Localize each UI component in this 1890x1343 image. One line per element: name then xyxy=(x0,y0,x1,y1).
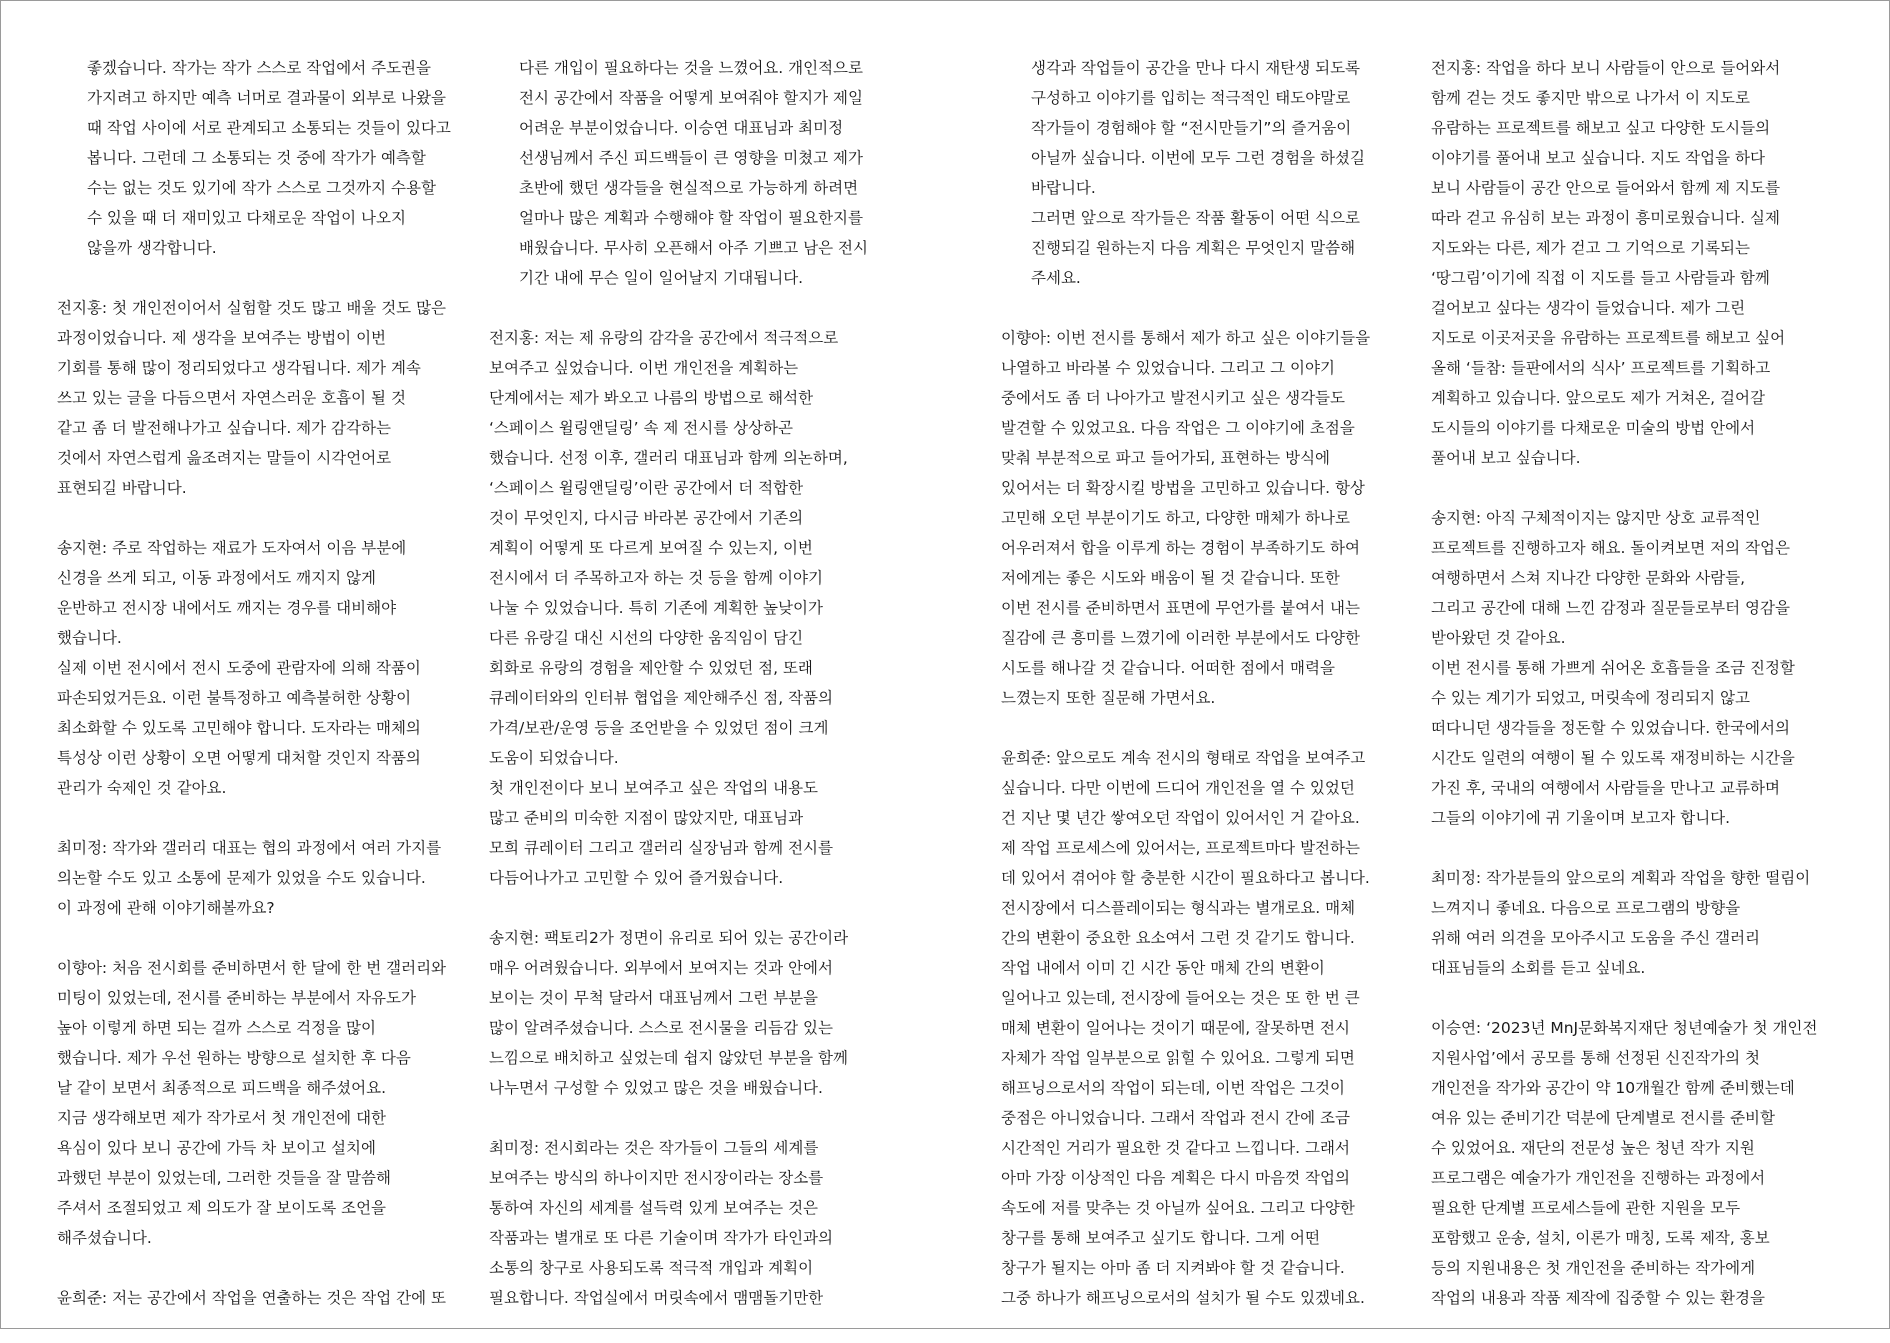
text-line: 중점은 아니었습니다. 그래서 작업과 전시 간에 조금 xyxy=(1001,1109,1350,1127)
text-line: 어려운 부분이었습니다. 이승연 대표님과 최미정 xyxy=(519,119,844,137)
text-line: 큐레이터와의 인터뷰 협업을 제안해주신 점, 작품의 xyxy=(489,689,833,707)
text-line: 지금 생각해보면 제가 작가로서 첫 개인전에 대한 xyxy=(57,1109,387,1127)
text-line: 때 작업 사이에 서로 관계되고 소통되는 것들이 있다고 xyxy=(87,119,451,137)
text-line: 매체 변환이 일어나는 것이기 때문에, 잘못하면 전시 xyxy=(1001,1019,1350,1037)
text-line: 최미정: 작가와 갤러리 대표는 협의 과정에서 여러 가지를 xyxy=(57,839,442,857)
text-line: 그들의 이야기에 귀 기울이며 보고자 합니다. xyxy=(1431,809,1731,827)
speaker-paragraph xyxy=(57,1283,465,1313)
text-line: 않을까 생각합니다. xyxy=(87,239,217,257)
text-line: 창구를 통해 보여주고 싶기도 합니다. 그게 어떤 xyxy=(1001,1229,1320,1247)
text-line: 위해 여러 의견을 모아주시고 도움을 주신 갤러리 xyxy=(1431,929,1761,947)
text-line: 있어서는 더 확장시킬 방법을 고민하고 있습니다. 항상 xyxy=(1001,479,1365,497)
text-line: 작업 내에서 이미 긴 시간 동안 매체 간의 변환이 xyxy=(1001,959,1325,977)
text-line: 생각과 작업들이 공간을 만나 다시 재탄생 되도록 xyxy=(1031,59,1361,77)
text-line: 프로그램은 예술가가 개인전을 진행하는 과정에서 xyxy=(1431,1169,1766,1187)
text-line: 전시 공간에서 작품을 어떻게 보여줘야 할지가 제일 xyxy=(519,89,863,107)
text-line: ‘스페이스 윌링앤딜링’ 속 제 전시를 상상하곤 xyxy=(489,419,794,437)
text-column-3 xyxy=(1001,53,1411,1343)
text-line: 보니 사람들이 공간 안으로 들어와서 함께 제 지도를 xyxy=(1431,179,1780,197)
text-column-2 xyxy=(489,53,893,1343)
text-line: 이 과정에 관해 이야기해볼까요? xyxy=(57,899,275,917)
speaker-paragraph xyxy=(57,953,465,1253)
text-line: 다른 유랑길 대신 시선의 다양한 움직임이 담긴 xyxy=(489,629,804,647)
text-line: 초반에 했던 생각들을 현실적으로 가능하게 하려면 xyxy=(519,179,859,197)
text-line: 보여주는 방식의 하나이지만 전시장이라는 장소를 xyxy=(489,1169,824,1187)
text-line: 걸어보고 싶다는 생각이 들었습니다. 제가 그린 xyxy=(1431,299,1746,317)
text-line: 지도와는 다른, 제가 걷고 그 기억으로 기록되는 xyxy=(1431,239,1750,257)
text-line: 진행되길 원하는지 다음 계획은 무엇인지 말씀해 xyxy=(1031,239,1356,257)
text-line: 작업의 내용과 작품 제작에 집중할 수 있는 환경을 xyxy=(1431,1289,1765,1307)
speaker-paragraph xyxy=(1001,743,1411,1313)
text-line: 선생님께서 주신 피드백들이 큰 영향을 미쳤고 제가 xyxy=(519,149,863,167)
text-line: 느껴지니 좋네요. 다음으로 프로그램의 방향을 xyxy=(1431,899,1741,917)
text-line: 많고 준비의 미숙한 지점이 많았지만, 대표님과 xyxy=(489,809,804,827)
text-line: 실제 이번 전시에서 전시 도중에 관람자에 의해 작품이 xyxy=(57,659,421,677)
text-line: 나열하고 바라볼 수 있었습니다. 그리고 그 이야기 xyxy=(1001,359,1335,377)
text-line: 주세요. xyxy=(1031,269,1081,287)
text-line: 어우러져서 합을 이루게 하는 경험이 부족하기도 하여 xyxy=(1001,539,1360,557)
text-line: 전시장에서 디스플레이되는 형식과는 별개로요. 매체 xyxy=(1001,899,1356,917)
text-line: 창구가 될지는 아마 좀 더 지켜봐야 할 것 같습니다. xyxy=(1001,1259,1345,1277)
text-line: 따라 걷고 유심히 보는 과정이 흥미로웠습니다. 실제 xyxy=(1431,209,1780,227)
text-line: 계획하고 있습니다. 앞으로도 제가 거쳐온, 걸어갈 xyxy=(1431,389,1765,407)
text-line: 보여주고 싶었습니다. 이번 개인전을 계획하는 xyxy=(489,359,799,377)
text-line: 풀어내 보고 싶습니다. xyxy=(1431,449,1581,467)
text-line: 욕심이 있다 보니 공간에 가득 차 보이고 설치에 xyxy=(57,1139,376,1157)
text-line: 저에게는 좋은 시도와 배움이 될 것 같습니다. 또한 xyxy=(1001,569,1340,587)
text-line: 일어나고 있는데, 전시장에 들어오는 것은 또 한 번 큰 xyxy=(1001,989,1360,1007)
text-line: 중에서도 좀 더 나아가고 발전시키고 싶은 생각들도 xyxy=(1001,389,1345,407)
text-line: 그중 하나가 해프닝으로서의 설치가 될 수도 있겠네요. xyxy=(1001,1289,1365,1307)
text-line: 쓰고 있는 글을 다듬으면서 자연스러운 호흡이 될 것 xyxy=(57,389,406,407)
text-line: 계획이 어떻게 또 다르게 보여질 수 있는지, 이번 xyxy=(489,539,813,557)
text-line: 시간도 일련의 여행이 될 수 있도록 재정비하는 시간을 xyxy=(1431,749,1795,767)
speaker-paragraph xyxy=(489,923,893,1103)
continued-paragraph xyxy=(1001,53,1411,293)
text-line: 시간적인 거리가 필요한 것 같다고 느낍니다. 그래서 xyxy=(1001,1139,1350,1157)
text-line: 주셔서 조절되었고 제 의도가 잘 보이도록 조언을 xyxy=(57,1199,387,1217)
text-line: 수 있을 때 더 재미있고 다채로운 작업이 나오지 xyxy=(87,209,406,227)
text-line: 단계에서는 제가 봐오고 나름의 방법으로 해석한 xyxy=(489,389,814,407)
text-line: 프로젝트를 진행하고자 해요. 돌이켜보면 저의 작업은 xyxy=(1431,539,1790,557)
text-line: 했습니다. 제가 우선 원하는 방향으로 설치한 후 다음 xyxy=(57,1049,411,1067)
text-line: 다른 개입이 필요하다는 것을 느꼈어요. 개인적으로 xyxy=(519,59,863,77)
text-line: 모희 큐레이터 그리고 갤러리 실장님과 함께 전시를 xyxy=(489,839,833,857)
text-line: 개인전을 작가와 공간이 약 10개월간 함께 준비했는데 xyxy=(1431,1079,1795,1097)
text-line: 고민해 오던 부분이기도 하고, 다양한 매체가 하나로 xyxy=(1001,509,1350,527)
text-line: 함께 걷는 것도 좋지만 밖으로 나가서 이 지도로 xyxy=(1431,89,1750,107)
text-line: 했습니다. xyxy=(57,629,122,647)
text-line: 가격/보관/운영 등을 조언받을 수 있었던 점이 크게 xyxy=(489,719,829,737)
text-line: 여유 있는 준비기간 덕분에 단계별로 전시를 준비할 xyxy=(1431,1109,1775,1127)
text-line: 운반하고 전시장 내에서도 깨지는 경우를 대비해야 xyxy=(57,599,397,617)
text-line: 질감에 큰 흥미를 느꼈기에 이러한 부분에서도 다양한 xyxy=(1001,629,1360,647)
text-line: 전지홍: 첫 개인전이어서 실험할 것도 많고 배울 것도 많은 xyxy=(57,299,447,317)
text-line: 최소화할 수 있도록 고민해야 합니다. 도자라는 매체의 xyxy=(57,719,421,737)
text-line: 제 작업 프로세스에 있어서는, 프로젝트마다 발전하는 xyxy=(1001,839,1360,857)
text-line: 전지홍: 작업을 하다 보니 사람들이 안으로 들어와서 xyxy=(1431,59,1781,77)
text-line: 매우 어려웠습니다. 외부에서 보여지는 것과 안에서 xyxy=(489,959,833,977)
text-line: 가지려고 하지만 예측 너머로 결과물이 외부로 나왔을 xyxy=(87,89,446,107)
text-line: 자체가 작업 일부분으로 읽힐 수 있어요. 그렇게 되면 xyxy=(1001,1049,1355,1067)
text-line: 좋겠습니다. 작가는 작가 스스로 작업에서 주도권을 xyxy=(87,59,431,77)
speaker-paragraph xyxy=(489,323,893,893)
text-line: 싶습니다. 다만 이번에 드디어 개인전을 열 수 있었던 xyxy=(1001,779,1355,797)
text-column-4 xyxy=(1431,53,1841,1343)
text-line: 올해 ‘들참: 들판에서의 식사’ 프로젝트를 기획하고 xyxy=(1431,359,1771,377)
speaker-paragraph xyxy=(57,533,465,803)
text-line: ‘땅그림’이기에 직접 이 지도를 들고 사람들과 함께 xyxy=(1431,269,1770,287)
text-line: 송지현: 아직 구체적이지는 않지만 상호 교류적인 xyxy=(1431,509,1761,527)
text-line: 느낌으로 배치하고 싶었는데 쉽지 않았던 부분을 함께 xyxy=(489,1049,848,1067)
text-line: 기간 내에 무슨 일이 일어날지 기대됩니다. xyxy=(519,269,804,287)
text-line: 이번 전시를 준비하면서 표면에 무언가를 붙여서 내는 xyxy=(1001,599,1360,617)
text-line: 최미정: 전시회라는 것은 작가들이 그들의 세계를 xyxy=(489,1139,819,1157)
text-column-1 xyxy=(57,53,465,1343)
text-line: 의논할 수도 있고 소통에 문제가 있었을 수도 있습니다. xyxy=(57,869,426,887)
text-line: 파손되었거든요. 이런 불특정하고 예측불허한 상황이 xyxy=(57,689,412,707)
text-line: 대표님들의 소회를 듣고 싶네요. xyxy=(1431,959,1646,977)
text-line: 소통의 창구로 사용되도록 적극적 개입과 계획이 xyxy=(489,1259,814,1277)
text-line: 회화로 유랑의 경험을 제안할 수 있었던 점, 또래 xyxy=(489,659,813,677)
text-line: 도움이 되었습니다. xyxy=(489,749,619,767)
text-line: 윤희준: 앞으로도 계속 전시의 형태로 작업을 보여주고 xyxy=(1001,749,1366,767)
text-line: 발견할 수 있었고요. 다음 작업은 그 이야기에 초점을 xyxy=(1001,419,1355,437)
text-line: 도시들의 이야기를 다채로운 미술의 방법 안에서 xyxy=(1431,419,1756,437)
text-line: 이향아: 처음 전시회를 준비하면서 한 달에 한 번 갤러리와 xyxy=(57,959,447,977)
text-line: 시도를 해나갈 것 같습니다. 어떠한 점에서 매력을 xyxy=(1001,659,1335,677)
text-line: 이번 전시를 통해 가쁘게 쉬어온 호흡들을 조금 진정할 xyxy=(1431,659,1795,677)
text-line: 맞춰 부분적으로 파고 들어가되, 표현하는 방식에 xyxy=(1001,449,1331,467)
text-line: 보이는 것이 무척 달라서 대표님께서 그런 부분을 xyxy=(489,989,819,1007)
text-line: 과했던 부분이 있었는데, 그러한 것들을 잘 말씀해 xyxy=(57,1169,391,1187)
text-line: 송지현: 팩토리2가 정면이 유리로 되어 있는 공간이라 xyxy=(489,929,849,947)
text-line: 전시에서 더 주목하고자 하는 것 등을 함께 이야기 xyxy=(489,569,823,587)
text-line: 많이 알려주셨습니다. 스스로 전시물을 리듬감 있는 xyxy=(489,1019,833,1037)
text-line: 느꼈는지 또한 질문해 가면서요. xyxy=(1001,689,1216,707)
text-line: 통하여 자신의 세계를 설득력 있게 보여주는 것은 xyxy=(489,1199,819,1217)
text-line: 송지현: 주로 작업하는 재료가 도자여서 이음 부분에 xyxy=(57,539,407,557)
text-line: 필요한 단계별 프로세스들에 관한 지원을 모두 xyxy=(1431,1199,1741,1217)
continued-paragraph xyxy=(57,53,465,263)
text-line: 해프닝으로서의 작업이 되는데, 이번 작업은 그것이 xyxy=(1001,1079,1345,1097)
text-line: 전지홍: 저는 제 유랑의 감각을 공간에서 적극적으로 xyxy=(489,329,839,347)
text-line: 수 있었어요. 재단의 전문성 높은 청년 작가 지원 xyxy=(1431,1139,1755,1157)
text-line: 미팅이 있었는데, 전시를 준비하는 부분에서 자유도가 xyxy=(57,989,416,1007)
text-line: 그러면 앞으로 작가들은 작품 활동이 어떤 식으로 xyxy=(1031,209,1361,227)
text-line: 유람하는 프로젝트를 해보고 싶고 다양한 도시들의 xyxy=(1431,119,1771,137)
text-line: 첫 개인전이다 보니 보여주고 싶은 작업의 내용도 xyxy=(489,779,819,797)
text-line: 작가들이 경험해야 할 “전시만들기”의 즐거움이 xyxy=(1031,119,1352,137)
speaker-paragraph xyxy=(1431,53,1841,473)
text-line: 데 있어서 겪어야 할 충분한 시간이 필요하다고 봅니다. xyxy=(1001,869,1370,887)
text-line: 표현되길 바랍니다. xyxy=(57,479,187,497)
text-line: 했습니다. 선정 이후, 갤러리 대표님과 함께 의논하며, xyxy=(489,449,848,467)
text-line: 과정이었습니다. 제 생각을 보여주는 방법이 이번 xyxy=(57,329,387,347)
text-line: 아닐까 싶습니다. 이번에 모두 그런 경험을 하셨길 xyxy=(1031,149,1365,167)
text-line: 것이 무엇인지, 다시금 바라본 공간에서 기존의 xyxy=(489,509,804,527)
text-line: 포함했고 운송, 설치, 이론가 매칭, 도록 제작, 홍보 xyxy=(1431,1229,1770,1247)
text-line: 여행하면서 스쳐 지나간 다양한 문화와 사람들, xyxy=(1431,569,1746,587)
text-line: 간의 변환이 중요한 요소여서 그런 것 같기도 합니다. xyxy=(1001,929,1355,947)
text-line: 등의 지원내용은 첫 개인전을 준비하는 작가에게 xyxy=(1431,1259,1756,1277)
text-line: 이승연: ‘2023년 MnJ문화복지재단 청년예술가 첫 개인전 xyxy=(1431,1019,1818,1037)
speaker-paragraph xyxy=(57,833,465,923)
text-line: 이향아: 이번 전시를 통해서 제가 하고 싶은 이야기들을 xyxy=(1001,329,1371,347)
text-line: 구성하고 이야기를 입히는 적극적인 태도야말로 xyxy=(1031,89,1351,107)
text-line: 필요합니다. 작업실에서 머릿속에서 맴맴돌기만한 xyxy=(489,1289,824,1307)
text-line: 그리고 공간에 대해 느낀 감정과 질문들로부터 영감을 xyxy=(1431,599,1790,617)
speaker-paragraph xyxy=(57,293,465,503)
text-line: 다듬어나가고 고민할 수 있어 즐거웠습니다. xyxy=(489,869,784,887)
text-line: 얼마나 많은 계획과 수행해야 할 작업이 필요한지를 xyxy=(519,209,863,227)
text-line: 윤희준: 저는 공간에서 작업을 연출하는 것은 작업 간에 또 xyxy=(57,1289,447,1307)
text-line: 배웠습니다. 무사히 오픈해서 아주 기쁘고 남은 전시 xyxy=(519,239,868,257)
text-line: 높아 이렇게 하면 되는 걸까 스스로 걱정을 많이 xyxy=(57,1019,376,1037)
text-line: 신경을 쓰게 되고, 이동 과정에서도 깨지지 않게 xyxy=(57,569,376,587)
text-line: 이야기를 풀어내 보고 싶습니다. 지도 작업을 하다 xyxy=(1431,149,1765,167)
speaker-paragraph xyxy=(489,1133,893,1313)
continued-paragraph xyxy=(489,53,893,293)
text-line: 봅니다. 그런데 그 소통되는 것 중에 작가가 예측할 xyxy=(87,149,426,167)
text-line: 가진 후, 국내의 여행에서 사람들을 만나고 교류하며 xyxy=(1431,779,1780,797)
speaker-paragraph xyxy=(1431,503,1841,833)
text-line: 속도에 저를 맞추는 것 아닐까 싶어요. 그리고 다양한 xyxy=(1001,1199,1355,1217)
text-line: 기회를 통해 많이 정리되었다고 생각됩니다. 제가 계속 xyxy=(57,359,421,377)
text-line: ‘스페이스 윌링앤딜링’이란 공간에서 더 적합한 xyxy=(489,479,804,497)
text-line: 날 같이 보면서 최종적으로 피드백을 해주셨어요. xyxy=(57,1079,387,1097)
text-line: 지도로 이곳저곳을 유람하는 프로젝트를 해보고 싶어 xyxy=(1431,329,1786,347)
text-line: 같고 좀 더 발전해나가고 싶습니다. 제가 감각하는 xyxy=(57,419,391,437)
text-line: 특성상 이런 상황이 오면 어떻게 대처할 것인지 작품의 xyxy=(57,749,421,767)
text-line: 건 지난 몇 년간 쌓여오던 작업이 있어서인 거 같아요. xyxy=(1001,809,1360,827)
speaker-paragraph xyxy=(1001,323,1411,713)
text-line: 작품과는 별개로 또 다른 기술이며 작가가 타인과의 xyxy=(489,1229,833,1247)
text-line: 떠다니던 생각들을 정돈할 수 있었습니다. 한국에서의 xyxy=(1431,719,1790,737)
speaker-paragraph xyxy=(1431,863,1841,983)
text-line: 지원사업’에서 공모를 통해 선정된 신진작가의 첫 xyxy=(1431,1049,1761,1067)
text-line: 나누면서 구성할 수 있었고 많은 것을 배웠습니다. xyxy=(489,1079,823,1097)
text-line: 것에서 자연스럽게 읊조려지는 말들이 시각언어로 xyxy=(57,449,392,467)
text-line: 받아왔던 것 같아요. xyxy=(1431,629,1566,647)
text-line: 바랍니다. xyxy=(1031,179,1096,197)
text-line: 나눌 수 있었습니다. 특히 기존에 계획한 높낮이가 xyxy=(489,599,823,617)
speaker-paragraph xyxy=(1431,1013,1841,1313)
text-line: 수 있는 계기가 되었고, 머릿속에 정리되지 않고 xyxy=(1431,689,1750,707)
text-line: 최미정: 작가분들의 앞으로의 계획과 작업을 향한 떨림이 xyxy=(1431,869,1811,887)
text-line: 수는 없는 것도 있기에 작가 스스로 그것까지 수용할 xyxy=(87,179,436,197)
text-line: 해주셨습니다. xyxy=(57,1229,152,1247)
text-line: 아마 가장 이상적인 다음 계획은 다시 마음껏 작업의 xyxy=(1001,1169,1350,1187)
text-line: 관리가 숙제인 것 같아요. xyxy=(57,779,227,797)
